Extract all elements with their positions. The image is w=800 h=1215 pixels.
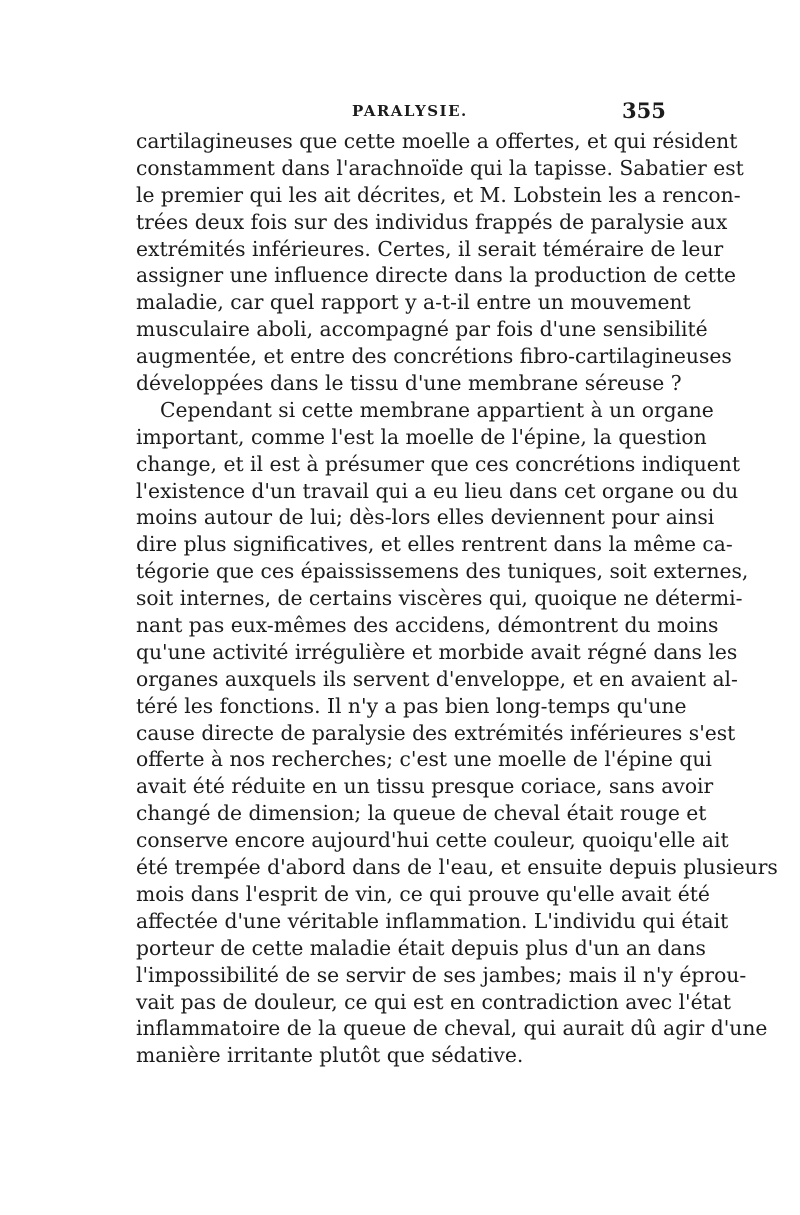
text-line: l'existence d'un travail qui a eu lieu dans cet organe ou du — [136, 478, 739, 503]
text-line: le premier qui les ait décrites, et M. Lobstein les a rencon- — [136, 182, 741, 207]
text-line: cause directe de paralysie des extrémités inférieures s'est — [136, 720, 736, 745]
text-line: constamment dans l'arachnoïde qui la tapisse. Sabatier est — [136, 155, 744, 180]
text-line: moins autour de lui; dès-lors elles deviennent pour ainsi — [136, 505, 715, 530]
text-line: organes auxquels ils servent d'enveloppe, et en avaient al- — [136, 666, 738, 691]
text-line: offerte à nos recherches; c'est une moelle de l'épine qui — [136, 747, 712, 772]
text-line: maladie, car quel rapport y a-t-il entre un mouvement — [136, 290, 691, 315]
text-line: change, et il est à présumer que ces concrétions indiquent — [136, 451, 740, 476]
text-line: Cependant si cette membrane appartient à un organe — [160, 397, 714, 422]
paragraph-2 — [136, 397, 778, 1069]
text-line: tégorie que ces épaississemens des tuniques, soit externes, — [136, 559, 749, 584]
text-line: changé de dimension; la queue de cheval était rouge et — [136, 801, 707, 826]
text-line: porteur de cette maladie était depuis plus d'un an dans — [136, 935, 706, 960]
paragraph-1 — [136, 128, 744, 397]
text-line: l'impossibilité de se servir de ses jambes; mais il n'y éprou- — [136, 962, 747, 987]
text-line: manière irritante plutôt que sédative. — [136, 1043, 524, 1068]
text-line: trées deux fois sur des individus frappés de paralysie aux — [136, 209, 728, 234]
text-line: vait pas de douleur, ce qui est en contradiction avec l'état — [136, 989, 732, 1014]
text-line: affectée d'une véritable inflammation. L'individu qui était — [136, 908, 729, 933]
text-line: avait été réduite en un tissu presque coriace, sans avoir — [136, 774, 714, 799]
text-line: augmentée, et entre des concrétions fibro-cartilagineuses — [136, 344, 732, 369]
page-number: 355 — [622, 98, 666, 123]
text-line: soit internes, de certains viscères qui, quoique ne détermi- — [136, 586, 743, 611]
text-line: dire plus significatives, et elles rentrent dans la même ca- — [136, 532, 733, 557]
text-line: important, comme l'est la moelle de l'épine, la question — [136, 424, 707, 449]
text-line: assigner une influence directe dans la production de cette — [136, 263, 737, 288]
text-line: été trempée d'abord dans de l'eau, et ensuite depuis plusieurs — [136, 855, 778, 880]
running-head — [0, 100, 800, 122]
text-block — [136, 128, 778, 1069]
text-line: cartilagineuses que cette moelle a offertes, et qui résident — [136, 129, 738, 153]
text-line: musculaire aboli, accompagné par fois d'une sensibilité — [136, 317, 708, 342]
text-line: qu'une activité irrégulière et morbide avait régné dans les — [136, 639, 738, 664]
text-line: inflammatoire de la queue de cheval, qui aurait dû agir d'une — [136, 1016, 768, 1041]
text-line: nant pas eux-mêmes des accidens, démontrent du moins — [136, 613, 719, 638]
running-title: PARALYSIE. — [352, 102, 468, 120]
text-line: extrémités inférieures. Certes, il serait téméraire de leur — [136, 236, 724, 261]
text-line: conserve encore aujourd'hui cette couleur, quoiqu'elle ait — [136, 828, 729, 853]
text-line: mois dans l'esprit de vin, ce qui prouve qu'elle avait été — [136, 881, 710, 906]
text-line: développées dans le tissu d'une membrane séreuse ? — [136, 371, 682, 396]
text-line: téré les fonctions. Il n'y a pas bien long-temps qu'une — [136, 693, 687, 718]
